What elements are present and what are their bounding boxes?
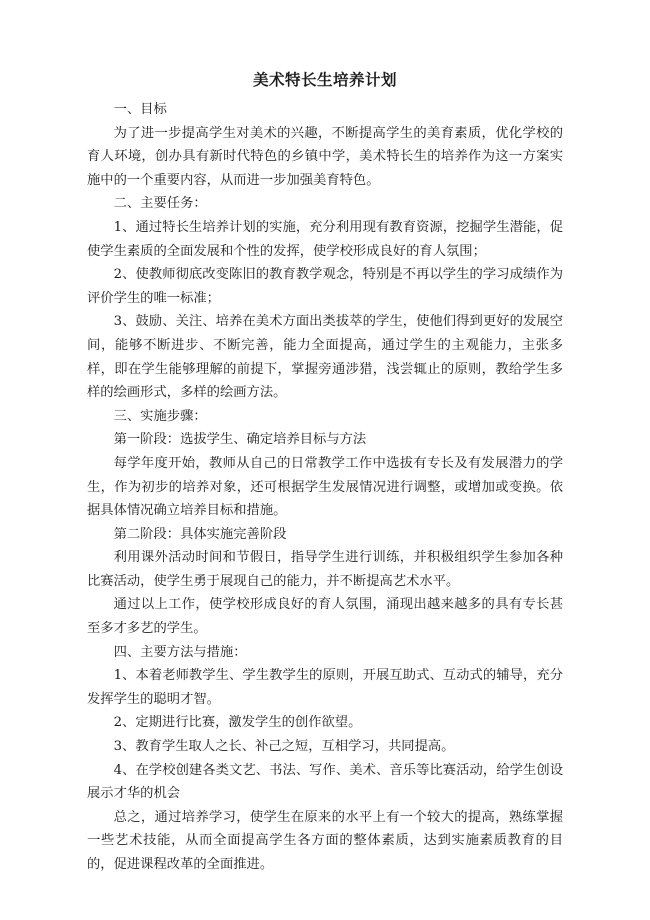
list-item: 3、教育学生取人之长、补己之短，互相学习，共同提高。: [113, 739, 455, 755]
list-item: 2、定期进行比赛，激发学生的创作欲望。: [113, 715, 362, 731]
list-item: 3、鼓励、关注、培养在美术方面出类拔萃的学生，使他们得到更好的发展空间，能够不断进步、不断完善，能力全面提高，通过学生的主观能力，主张多样，即在学生能够理解的前提下，掌握旁通涉猎，浅尝辄止的原则，教给学生多样的绘画形式，多样的绘画方法。: [87, 314, 563, 401]
stage-heading: 第一阶段：选拔学生、确定培养目标与方法: [113, 432, 367, 448]
paragraph: 利用课外活动时间和节假日，指导学生进行训练，并积极组织学生参加各种比赛活动，使学生勇于展现自己的能力，并不断提高艺术水平。: [87, 550, 563, 589]
section-heading-goal: 一、目标: [113, 102, 167, 117]
paragraph: 为了进一步提高学生对美术的兴趣，不断提高学生的美育素质，优化学校的育人环境，创办具有新时代特色的乡镇中学，美术特长生的培养作为这一方案实施中的一个重要内容，从而进一步加强美育特色。: [87, 125, 563, 188]
list-item: 1、通过特长生培养计划的实施，充分利用现有教育资源，挖掘学生潜能，促使学生素质的全面发展和个性的发挥，使学校形成良好的育人氛围；: [87, 219, 563, 259]
list-item: 4、在学校创建各类文艺、书法、写作、美术、音乐等比赛活动，给学生创设展示才华的机会: [87, 762, 563, 802]
document-body: [87, 98, 563, 877]
section-heading-tasks: 二、主要任务：: [113, 196, 207, 212]
list-item: 1、本着老师教学生、学生教学生的原则，开展互助式、互动式的辅导，充分发挥学生的聪明才智。: [87, 668, 563, 707]
list-item: 2、使教师彻底改变陈旧的教育教学观念，特别是不再以学生的学习成绩作为评价学生的唯一标准；: [87, 267, 563, 306]
section-heading-methods: 四、主要方法与措施：: [113, 644, 247, 660]
stage-heading: 第二阶段：具体实施完善阶段: [113, 526, 287, 542]
paragraph: 每学年度开始，教师从自己的日常教学工作中选拔有专长及有发展潜力的学生，作为初步的培养对象，还可根据学生发展情况进行调整，或增加或变换。依据具体情况确立培养目标和措施。: [87, 455, 563, 519]
section-heading-steps: 三、实施步骤：: [113, 408, 207, 424]
document-title: 美术特长生培养计划: [252, 71, 397, 89]
paragraph: 通过以上工作，使学校形成良好的育人氛围，涌现出越来越多的具有专长甚至多才多艺的学生。: [87, 597, 563, 637]
conclusion-paragraph: 总之，通过培养学习，使学生在原来的水平上有一个较大的提高，熟练掌握一些艺术技能，从而全面提高学生各方面的整体素质，达到实施素质教育的目的，促进课程改革的全面推进。: [87, 809, 563, 872]
